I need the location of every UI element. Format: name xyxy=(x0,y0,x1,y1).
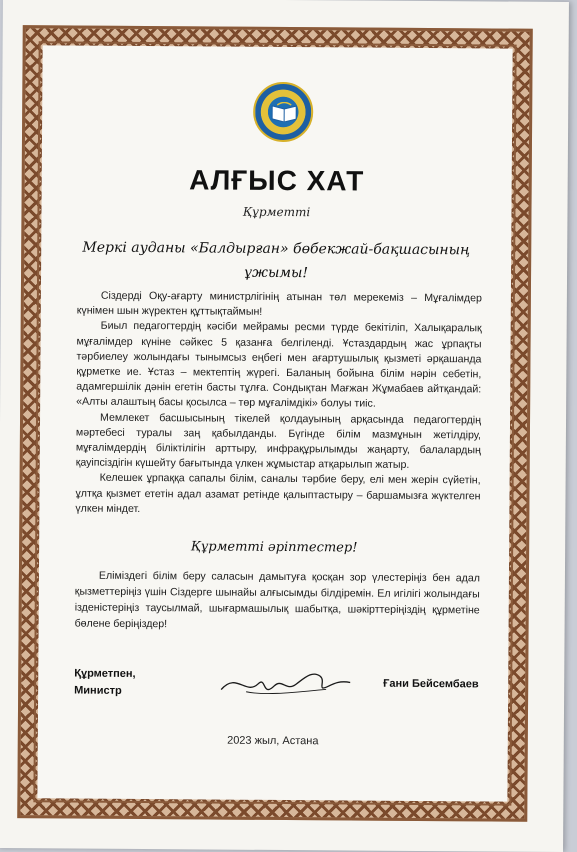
book-icon xyxy=(271,102,297,122)
greeting: Құрметті xyxy=(41,203,511,220)
letter-title: АЛҒЫС ХАТ xyxy=(42,163,512,198)
signer-title: Министр xyxy=(74,683,135,700)
addressee xyxy=(61,235,491,286)
letter-body xyxy=(75,289,482,520)
sign-off-line: Құрметпен, xyxy=(74,666,135,683)
closing-paragraph: Еліміздегі білім беру саласын дамытуға қосқан зор үлестеріңіз бен адал қызметтеріңіз үшін Сіздерге шынайы алғысымды білдіремін. Ел игілігі жолындағы ізденістеріңіз таусылмай, шығармашылық шабытқа, шәкірттеріңіздің құрметіне бөлене беріңіздер! xyxy=(75,568,480,635)
body-paragraph: Сіздерді Оқу-ағарту министрлігінің атынан төл мерекеміз – Мұғалімдер күнімен шын жүректен құттықтаймын! xyxy=(77,289,482,322)
sign-off xyxy=(74,666,136,700)
addressee-line: ұжымы! xyxy=(61,259,491,286)
colleagues-heading: Құрметті әріптестер! xyxy=(39,538,509,556)
addressee-line: Меркі ауданы «Балдырған» бөбекжай-бақшасының xyxy=(61,235,491,262)
body-paragraph: Мемлекет басшысының тікелей қолдауының арқасында педагогтердің мәртебесі туралы заң қабылданды. Бүгінде білім мазмұнын жетілдіру, мұғалімдердің біліктілігін арттыру, инфрақұрылымды жаңарту, балалардың қауіпсіздігін күшейту бағытында үлкен жұмыстар атқарылып жатыр. xyxy=(76,410,481,474)
body-paragraph: Биыл педагогтердің кәсіби мейрамы ресми түрде бекітіліп, Халықаралық мұғалімдер күніне сәйкес 5 қазанға белгіленді. Ұстаздардың жас ұрпақты тәрбиелеу жолындағы тынымсыз еңбегі мен ағартушылық қызметі әрқашанда құрметке ие. Ұстаз – мектептің жүрегі. Баланың бойына білім нәрін себетін, адамгершілік дәнін егетін басты тұлға. Сондықтан Мағжан Жұмабаев айтқандай: «Алты алаштың басы қосылса – төр мұғалімдікі» болуы тиіс. xyxy=(76,319,482,413)
letter-content xyxy=(37,45,512,801)
ministry-emblem-icon xyxy=(253,82,313,142)
signer-name: Ғани Бейсембаев xyxy=(383,678,479,691)
date-place: 2023 жыл, Астана xyxy=(38,733,508,748)
body-paragraph: Келешек ұрпаққа сапалы білім, саналы тәрбие беру, елі мен жерін сүйетін, ұлтқа қызмет ететін адал азамат ретінде қалыптастыру – баршамызға жүктелген үлкен міндет. xyxy=(75,471,480,519)
handwritten-signature xyxy=(216,662,356,703)
